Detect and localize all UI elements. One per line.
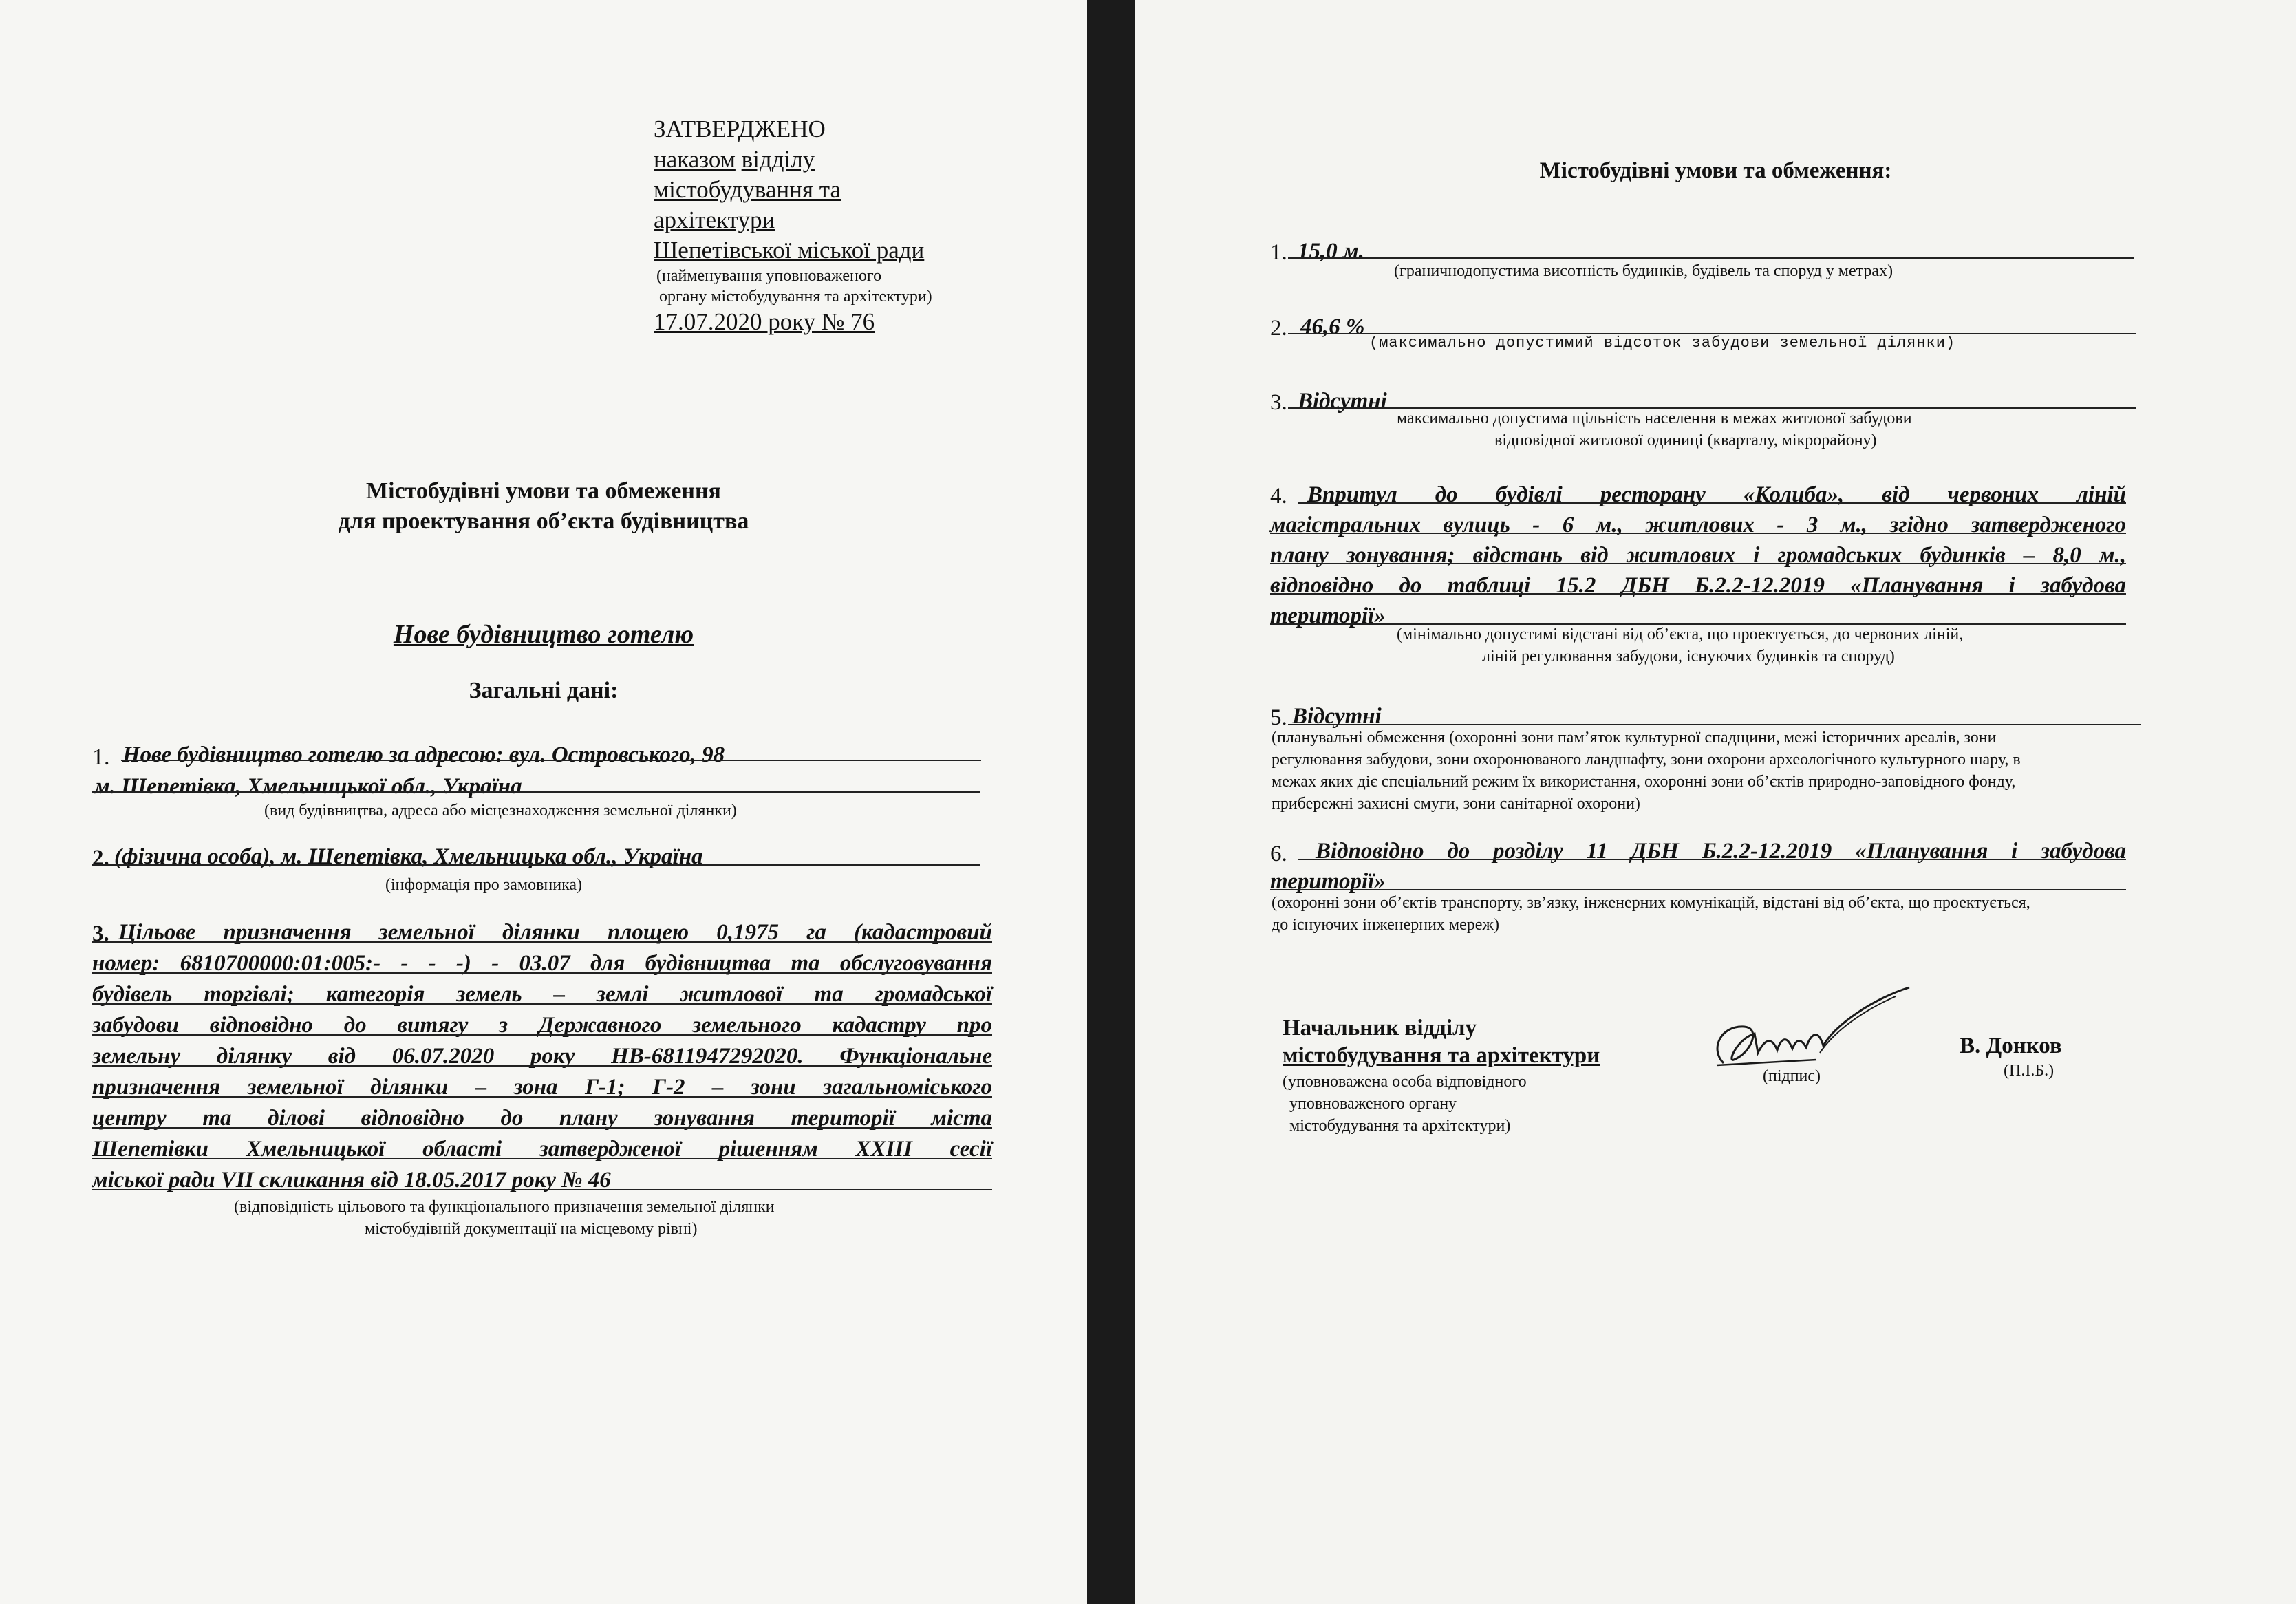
right-item1-value: 15,0 м. [1298,239,1364,264]
right-item4-line4: відповідно до таблиці 15.2 ДБН Б.2.2-12.2019 «Планування і забудова [1270,573,2126,598]
left-item3-line2: номер: 6810700000:01:005:- - - -) - 03.07 для будівництва та обслуговування [92,951,992,976]
left-page [0,0,1087,1604]
right-item3-caption2: відповідної житлової одиниці (кварталу, мікрорайону) [1494,431,1877,449]
right-item3-caption1: максимально допустима щільність населення в межах житлової забудови [1397,409,1912,427]
document-title-line1: Містобудівні умови та обмеження [366,478,721,504]
right-page [1135,0,2296,1604]
right-item1-underline [1288,257,2134,259]
left-item1-number: 1. [92,745,110,770]
general-data-heading: Загальні дані: [469,678,619,703]
right-item5-caption1: (планувальні обмеження (охоронні зони пам’яток культурної спадщини, межі історичних ареалів, зони [1272,729,1997,747]
signatory-title-line1: Начальник відділу [1283,1016,1477,1040]
right-heading: Містобудівні умови та обмеження: [1539,158,1892,183]
left-item3-underline2 [92,972,992,974]
right-item4-line3: плану зонування; відстань від житлових і громадських будинків – 8,0 м., [1270,543,2126,568]
right-item4-caption2: ліній регулювання забудови, існуючих будинків та споруд) [1482,648,1895,665]
left-item3-line7: центру та ділові відповідно до плану зонування території міста [92,1106,992,1131]
left-item1-caption: (вид будівництва, адреса або місцезнаходження земельної ділянки) [264,802,737,820]
left-item3-underline3 [92,1003,992,1005]
left-item3-caption1: (відповідність цільового та функціонального призначення земельної ділянки [234,1198,775,1216]
signatory-note-line1: (уповноважена особа відповідного [1283,1073,1527,1091]
left-item3-line1: Цільове призначення земельної ділянки площею 0,1975 га (кадастровий [118,920,992,945]
right-item5-underline [1288,724,2141,725]
signatory-note-line3: містобудування та архітектури) [1289,1117,1511,1135]
document-title-line2: для проектування об’єкта будівництва [338,509,749,534]
left-item2-underline [92,864,980,866]
right-item4-underline4 [1270,593,2126,595]
signatory-name: В. Донков [1960,1034,2062,1058]
right-item6-line2: території» [1270,869,1386,894]
right-item2-number: 2. [1270,316,1287,341]
left-item1-underline1 [121,760,981,761]
approval-note-line1: (найменування уповноваженого [656,267,882,285]
right-item3-value: Відсутні [1298,389,1387,414]
left-item3-number: 3. [92,921,109,946]
right-item2-caption: (максимально допустимий відсоток забудови земельної ділянки) [1369,334,1956,352]
right-item6-underline1 [1298,859,2126,860]
left-item3-line9: міської ради VІІ скликання від 18.05.2017 року № 46 [92,1168,611,1193]
right-item1-caption: (граничнодопустима висотність будинків, будівель та споруд у метрах) [1394,262,1893,280]
left-item3-line5: земельну ділянку від 06.07.2020 року НВ-6811947292020. Функціональне [92,1044,992,1069]
approval-order-prefix: наказом [654,146,736,173]
approval-stamp-block [654,114,932,337]
left-item2-caption: (інформація про замовника) [385,876,583,894]
right-item5-caption2: регулювання забудови, зони охоронюваного ландшафту, зони охорони археологічного культурного шару, в [1272,751,2021,769]
left-item3-underline8 [92,1158,992,1159]
right-item6-caption2: до існуючих інженерних мереж) [1272,916,1499,934]
right-item3-number: 3. [1270,390,1287,415]
right-item5-value: Відсутні [1292,704,1382,729]
right-item4-line5: території» [1270,603,1386,628]
left-item1-underline2 [92,791,980,793]
signatory-note-line2: уповноваженого органу [1289,1095,1457,1113]
left-item3-underline5 [92,1065,992,1067]
right-item5-caption3: межах яких діє спеціальний режим їх використання, охоронні зони об’єктів природно-заповідного фонду, [1272,773,2016,791]
approval-date: 17.07.2020 року № 76 [654,308,875,335]
right-item6-underline2 [1270,889,2126,890]
left-item3-underline6 [92,1096,992,1098]
approval-dept-line4: Шепетівської міської ради [654,237,925,264]
document-title [0,476,1087,537]
right-item6-caption1: (охоронні зони об’єктів транспорту, зв’язку, інженерних комунікацій, відстані від об’єкта, що проектується, [1272,894,2030,912]
right-item5-number: 5. [1270,705,1287,730]
approval-word: ЗАТВЕРДЖЕНО [654,116,826,142]
left-item3-underline4 [92,1034,992,1036]
left-item3-line3: будівель торгівлі; категорія земель – землі житлової та громадської [92,982,992,1007]
left-item3-underline9 [92,1189,992,1190]
right-item1-number: 1. [1270,240,1287,265]
signatory-title-line2: містобудування та архітектури [1283,1043,1600,1068]
right-item2-value: 46,6 % [1300,314,1365,339]
right-item4-underline3 [1270,563,2126,564]
left-item3-caption2: містобудівній документації на місцевому рівні) [365,1220,698,1238]
right-item6-number: 6. [1270,842,1287,866]
right-item6-line1: Відповідно до розділу 11 ДБН Б.2.2-12.2019 «Планування і забудова [1316,839,2126,864]
left-item1-line2: м. Шепетівка, Хмельницької обл., Україна [94,774,522,799]
left-item3-underline1 [92,941,992,943]
right-item4-underline1 [1298,502,2126,504]
approval-order-line [654,145,932,175]
right-item4-underline2 [1270,533,2126,534]
left-item3-line6: призначення земельної ділянки – зона Г-1; Г-2 – зони загальноміського [92,1075,992,1100]
approval-dept-line2: містобудування та [654,176,841,203]
right-item5-caption4: прибережні захисні смуги, зони санітарної охорони) [1272,795,1640,813]
right-item4-line2: магістральних вулиць - 6 м., житлових - 3 м., згідно затвердженого [1270,513,2126,537]
left-item2-text: (фізична особа), м. Шепетівка, Хмельницька обл., Україна [114,844,703,869]
left-item3-underline7 [92,1127,992,1129]
approval-dept-line3: архітектури [654,206,775,233]
left-item1-line1: Нове будівництво готелю за адресою: вул. Островського, 98 [122,742,725,767]
approval-order-rest: відділу [741,146,815,173]
approval-note-line2: органу містобудування та архітектури) [659,288,932,306]
left-item2-number: 2. [92,846,109,870]
left-item3-line8: Шепетівки Хмельницької області затвердженої рішенням ХХІІІ сесії [92,1137,992,1162]
right-item4-caption1: (мінімально допустимі відстані від об’єкта, що проектується, до червоних ліній, [1397,625,1964,643]
right-item4-line1: Впритул до будівлі ресторану «Колиба», від червоних ліній [1307,482,2126,507]
project-name: Нове будівництво готелю [393,620,694,649]
signature-label: (підпис) [1763,1067,1821,1085]
left-item3-line4: забудови відповідно до витягу з Державного земельного кадастру про [92,1013,992,1038]
signatory-name-label: (П.І.Б.) [2004,1062,2054,1080]
right-item4-number: 4. [1270,484,1287,509]
